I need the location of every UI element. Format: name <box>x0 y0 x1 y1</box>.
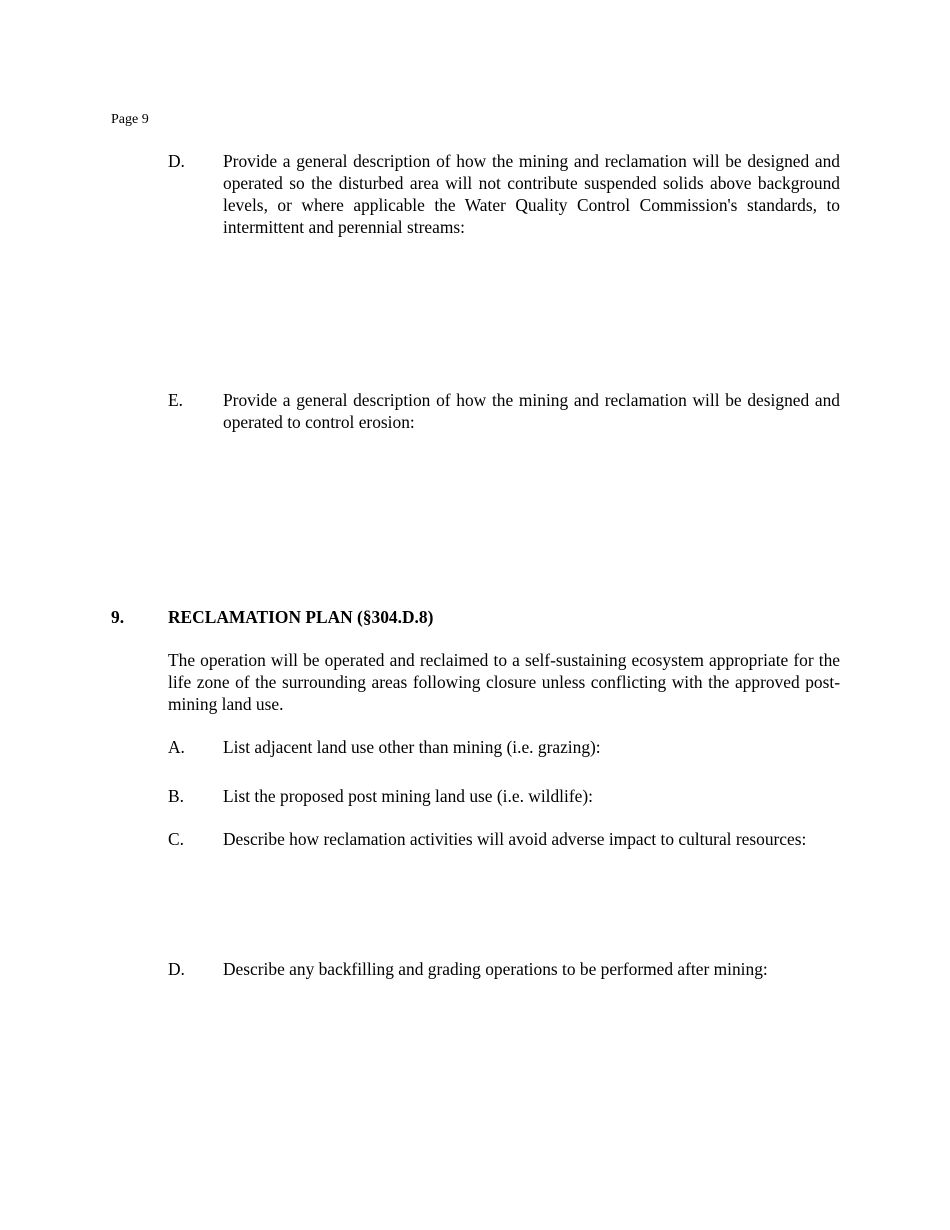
item-text: Provide a general description of how the mining and reclamation will be designed and operated so the disturbed area will not contribute suspended solids above background levels, or where applicable the Water Quality Control Commission's standards, to intermittent and perennial streams: <box>223 151 840 237</box>
item-d-suspended-solids <box>168 150 840 238</box>
item-letter: D. <box>168 959 185 979</box>
item-text: Describe any backfilling and grading operations to be performed after mining: <box>223 959 768 979</box>
item-text: List adjacent land use other than mining (i.e. grazing): <box>223 737 601 757</box>
item-a-adjacent-land-use <box>168 736 840 758</box>
item-e-erosion-control <box>168 389 840 433</box>
item-d-backfilling-grading <box>168 958 840 980</box>
item-c-cultural-resources <box>168 828 840 850</box>
item-text: Describe how reclamation activities will avoid adverse impact to cultural resources: <box>223 829 807 849</box>
item-text: Provide a general description of how the mining and reclamation will be designed and operated to control erosion: <box>223 390 840 432</box>
page-number: Page 9 <box>111 112 149 127</box>
item-text: List the proposed post mining land use (i.e. wildlife): <box>223 786 593 806</box>
item-letter: C. <box>168 829 184 849</box>
item-letter: D. <box>168 151 185 171</box>
section-intro: The operation will be operated and reclaimed to a self-sustaining ecosystem appropriate for the life zone of the surrounding areas following closure unless conflicting with the approved post-mining land use. <box>168 650 840 714</box>
section-title: RECLAMATION PLAN (§304.D.8) <box>168 607 434 627</box>
item-b-post-mining-land-use <box>168 785 840 807</box>
section-number: 9. <box>111 607 125 627</box>
item-letter: A. <box>168 737 185 757</box>
item-letter: E. <box>168 390 183 410</box>
item-letter: B. <box>168 786 184 806</box>
